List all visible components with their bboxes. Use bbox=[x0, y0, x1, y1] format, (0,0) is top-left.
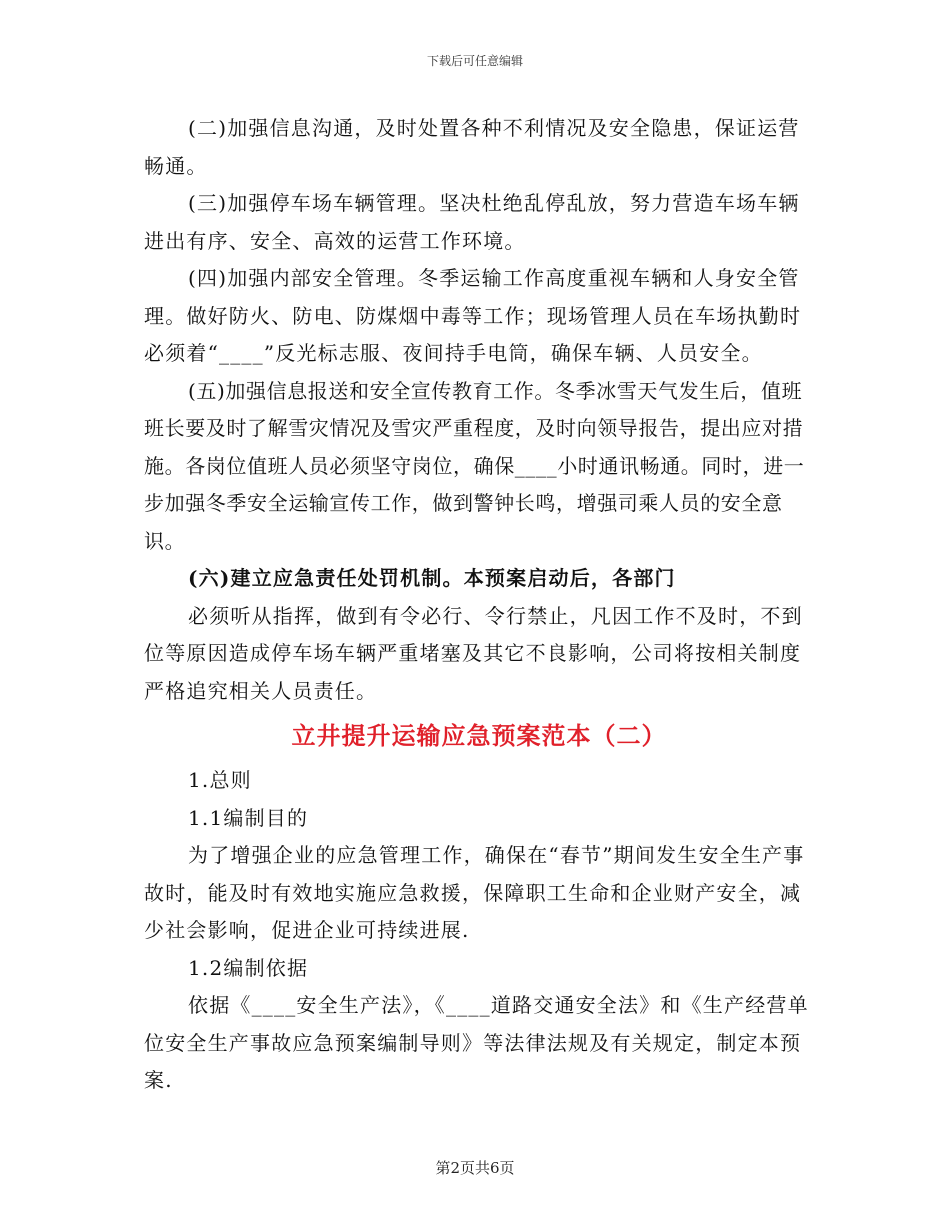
section-title: 立井提升运输应急预案范本（二） bbox=[291, 721, 667, 750]
paragraph-purpose: 为了增强企业的应急管理工作，确保在“春节”期间发生安全生产事故时，能及时有效地实施应急救援，保障职工生命和企业财产安全，减少社会影响，促进企业可持续进展. bbox=[144, 843, 805, 942]
paragraph-6-body: 必须听从指挥，做到有令必行、令行禁止，凡因工作不及时，不到位等原因造成停车场车辆严重堵塞及其它不良影响，公司将按相关制度严格追究相关人员责任。 bbox=[144, 603, 803, 703]
heading-purpose: 1.1编制目的 bbox=[188, 805, 309, 830]
heading-general: 1.总则 bbox=[188, 768, 252, 792]
paragraph-4: (四)加强内部安全管理。冬季运输工作高度重视车辆和人身安全管理。做好防火、防电、防煤烟中毒等工作；现场管理人员在车场执勤时必须着“____”反光标志服、夜间持手电筒，确保车辆、人员安全。 bbox=[144, 266, 802, 365]
paragraph-2: (二)加强信息沟通，及时处置各种不利情况及安全隐患，保证运营畅通。 bbox=[144, 116, 800, 178]
heading-basis: 1.2编制依据 bbox=[188, 955, 309, 980]
document-body bbox=[144, 110, 814, 1100]
paragraph-6-heading: (六)建立应急责任处罚机制。本预案启动后，各部门 bbox=[188, 566, 676, 590]
paragraph-3: (三)加强停车场车辆管理。坚决杜绝乱停乱放，努力营造车场车辆进出有序、安全、高效的运营工作环境。 bbox=[144, 191, 800, 253]
paragraph-5: (五)加强信息报送和安全宣传教育工作。冬季冰雪天气发生后，值班班长要及时了解雪灾情况及雪灾严重程度，及时向领导报告，提出应对措施。各岗位值班人员必须坚守岗位，确保____小时通讯畅通。同时，进一步加强冬季安全运输宣传工作，做到警钟长鸣，增强司乘人员的安全意识。 bbox=[144, 378, 805, 553]
page-footer: 第2页共6页 bbox=[435, 1159, 515, 1177]
page-header: 下载后可任意编辑 bbox=[426, 54, 523, 68]
paragraph-basis: 依据《____安全生产法》，《____道路交通安全法》和《生产经营单位安全生产事故应急预案编制导则》等法律法规及有关规定，制定本预案. bbox=[144, 993, 809, 1092]
